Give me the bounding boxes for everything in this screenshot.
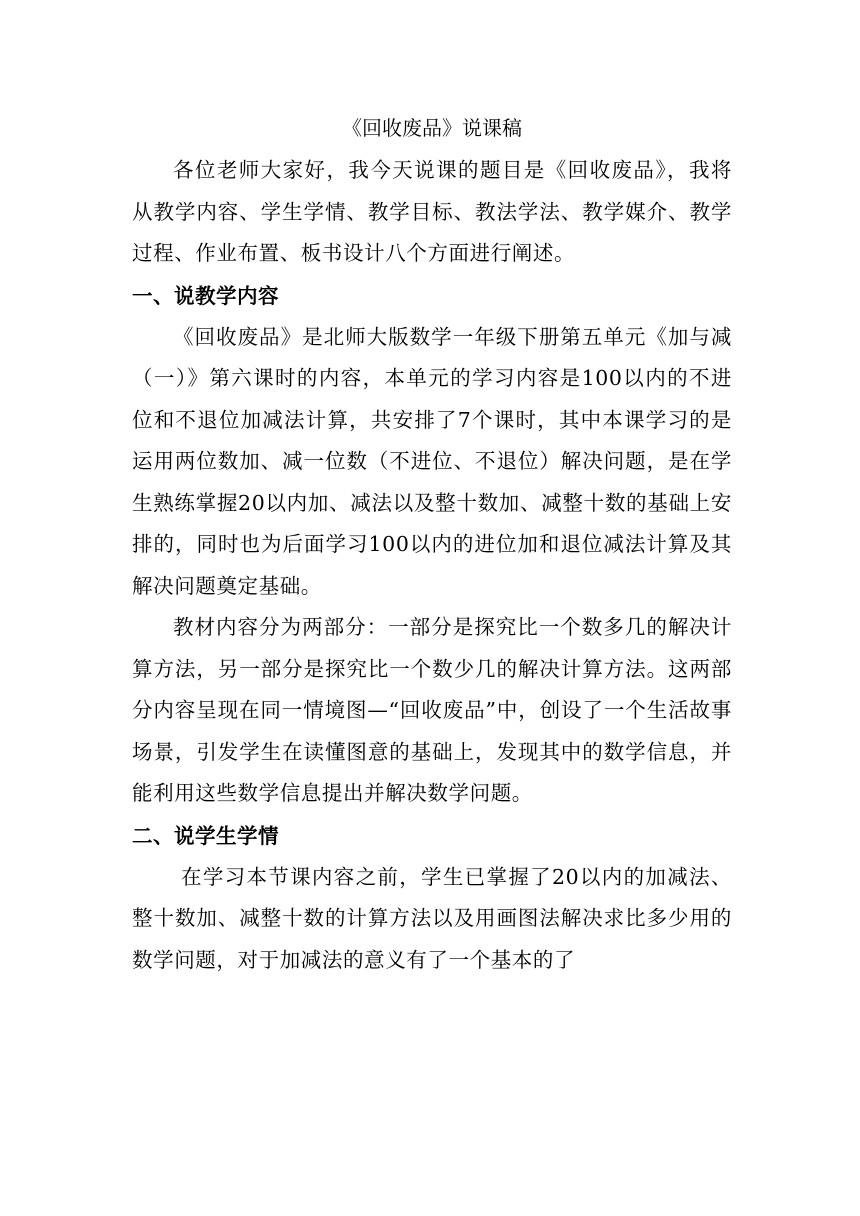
- document-page: [132, 108, 732, 981]
- section-heading-student-situation: 二、说学生学情: [132, 823, 279, 848]
- teaching-content-paragraph-2: 教材内容分为两部分：一部分是探究比一个数多几的解决计算方法，另一部分是探究比一个数少几的解决计算方法。这两部分内容呈现在同一情境图—“回收废品”中，创设了一个生活故事场景，引发学生在读懂图意的基础上，发现其中的数学信息，并能利用这些数学信息提出并解决数学问题。: [132, 615, 732, 805]
- document-title: 《回收废品》说课稿: [342, 116, 522, 140]
- intro-paragraph: 各位老师大家好，我今天说课的题目是《回收废品》，我将从教学内容、学生学情、教学目标、教法学法、教学媒介、教学过程、作业布置、板书设计八个方面进行阐述。: [132, 158, 732, 265]
- section-heading-teaching-content: 一、说教学内容: [132, 283, 279, 308]
- student-situation-paragraph-1: 在学习本节课内容之前，学生已掌握了20以内的加减法、整十数加、减整十数的计算方法以及用画图法解决求比多少用的数学问题，对于加减法的意义有了一个基本的了: [132, 864, 732, 972]
- teaching-content-paragraph-1: 《回收废品》是北师大版数学一年级下册第五单元《加与减（一）》第六课时的内容，本单元的学习内容是100以内的不进位和不退位加减法计算，共安排了7个课时，其中本课学习的是运用两位数加、减一位数（不进位、不退位）解决问题，是在学生熟练掌握20以内加、减法以及整十数加、减整十数的基础上安排的，同时也为后面学习100以内的进位加和退位减法计算及其解决问题奠定基础。: [132, 324, 732, 598]
